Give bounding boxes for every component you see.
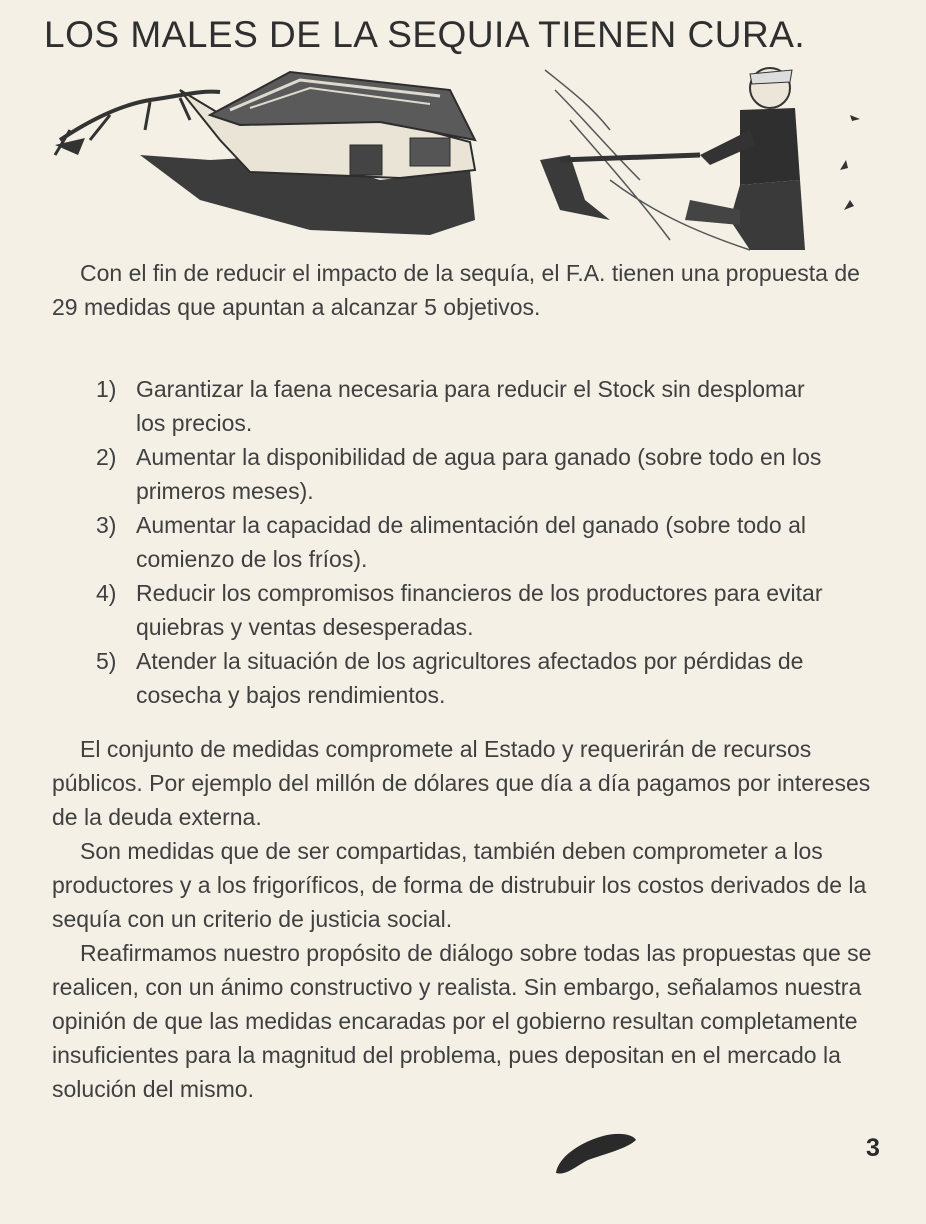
list-item-number: 1): [96, 376, 117, 402]
list-item-text: Reducir los compromisos financieros de los productores para evitar quiebras y ventas desesperadas.: [136, 580, 823, 640]
drought-illustration: [50, 60, 880, 255]
list-item-text: Aumentar la disponibilidad de agua para ganado (sobre todo en los primeros meses).: [136, 444, 822, 504]
list-item-text: Aumentar la capacidad de alimentación del ganado (sobre todo al comienzo de los fríos).: [136, 512, 806, 572]
list-item: [52, 508, 874, 576]
list-item: [52, 372, 874, 440]
list-item: [52, 644, 874, 712]
paragraph-public-resources: El conjunto de medidas compromete al Estado y requerirán de recursos públicos. Por ejemplo del millón de dólares que día a día pagamos por intereses de la deuda externa.: [52, 736, 871, 830]
objectives-list-container: [52, 372, 874, 712]
list-item-number: 3): [96, 512, 117, 538]
paragraph-shared-costs: Son medidas que de ser compartidas, también deben comprometer a los productores y a los frigoríficos, de forma de distrubuir los costos derivados de la sequía con un criterio de justicia social.: [52, 838, 867, 932]
farmhouse-scene: [55, 72, 475, 235]
list-item: [52, 440, 874, 508]
paragraph-dialogue: Reafirmamos nuestro propósito de diálogo sobre todas las propuestas que se realicen, con un ánimo constructivo y realista. Sin embargo, señalamos nuestra opinión de que las medidas encaradas por el gobierno resultan completamente insuficientes para la magnitud del problema, pues depositan en el mercado la solución del mismo.: [52, 940, 872, 1102]
list-item-number: 2): [96, 444, 117, 470]
intro-paragraph: Con el fin de reducir el impacto de la sequía, el F.A. tienen una propuesta de 29 medidas que apuntan a alcanzar 5 objetivos.: [52, 260, 860, 320]
list-item-number: 4): [96, 580, 117, 606]
farmer-scene: [540, 68, 860, 250]
page-number: 3: [866, 1134, 880, 1162]
list-item-text: Garantizar la faena necesaria para reducir el Stock sin desplomar los precios.: [136, 376, 805, 436]
article-body: [52, 256, 874, 324]
page-title: LOS MALES DE LA SEQUIA TIENEN CURA.: [44, 14, 806, 55]
list-item-text: Atender la situación de los agricultores afectados por pérdidas de cosecha y bajos rendimientos.: [136, 648, 804, 708]
closing-paragraphs: [52, 732, 874, 1106]
list-item: [52, 576, 874, 644]
ink-smudge: [548, 1118, 640, 1180]
list-item-number: 5): [96, 648, 117, 674]
objectives-list: [52, 372, 874, 712]
